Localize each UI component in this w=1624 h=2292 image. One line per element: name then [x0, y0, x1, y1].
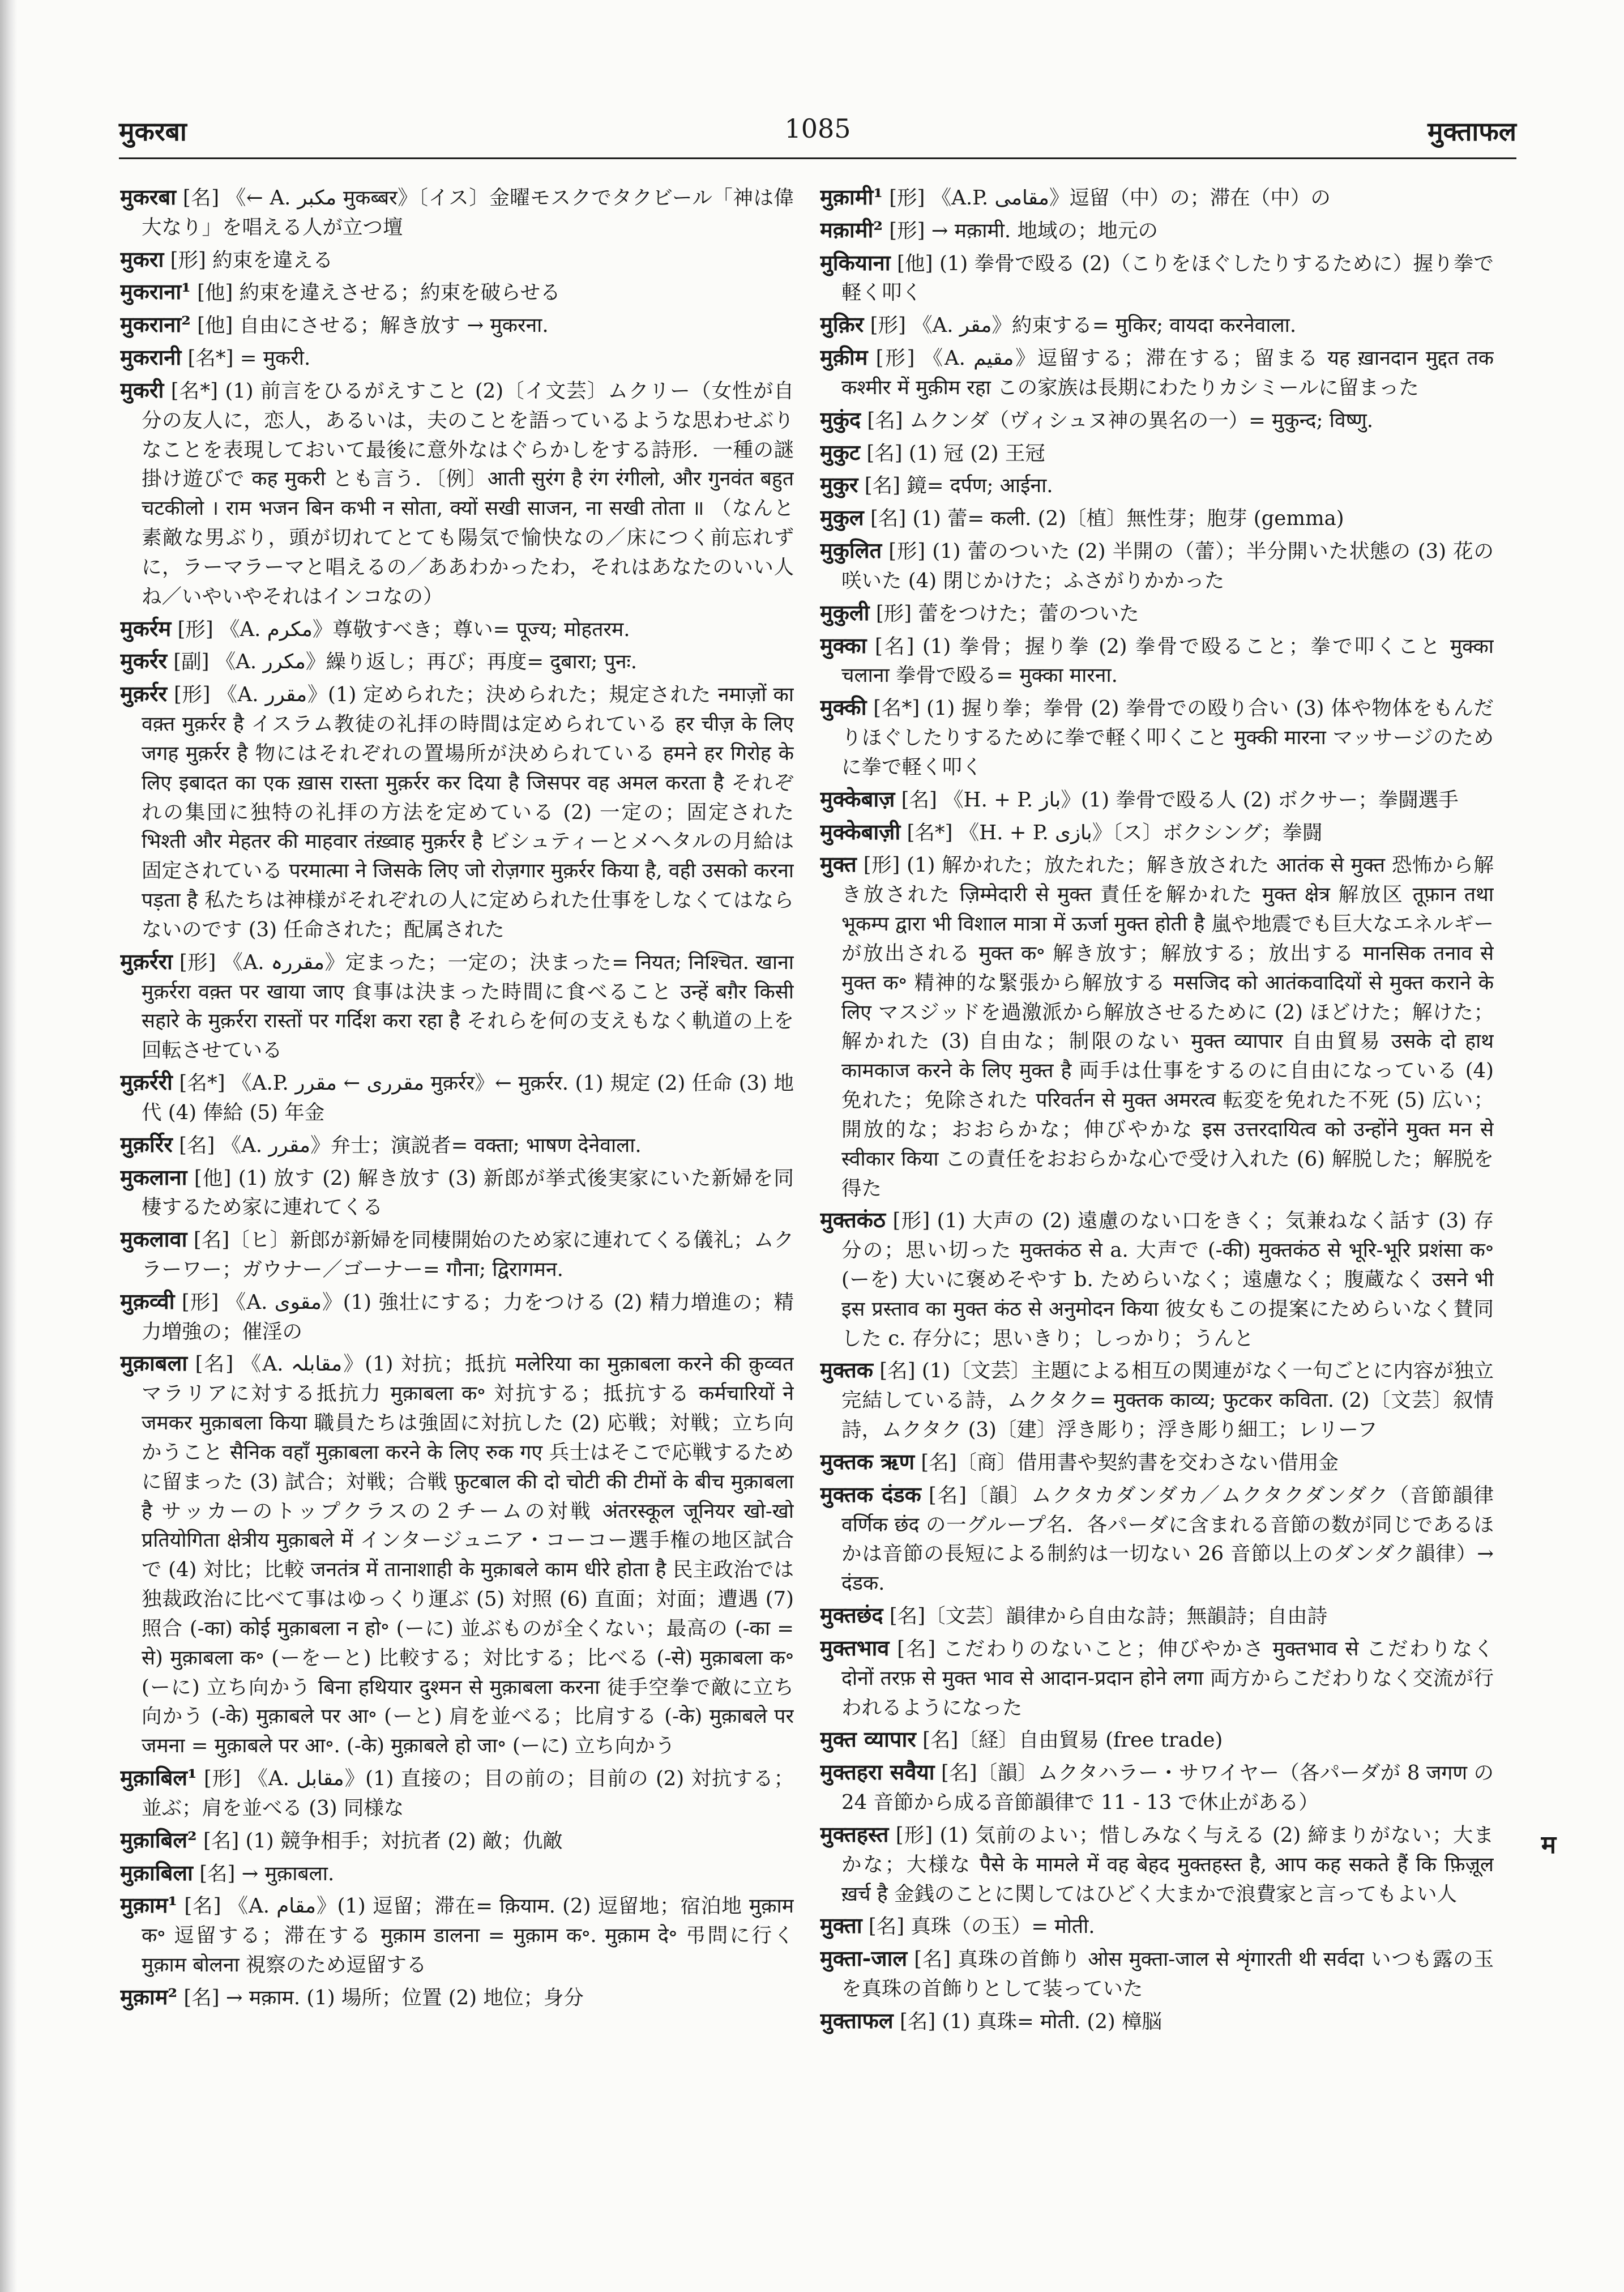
entry-definition: [名]〔経〕自由貿易 (free trade): [922, 1728, 1223, 1752]
entry-definition: [形] 《A. مقرر》(1) 定められた；決められた；規定された नमाज़ों का वक़्त मुक़र्रर है イスラム教徒の礼拝の時間は定められている हर चीज़ के लिए जगह मुक़र्रर है 物にはそれぞれの置場所が決められている हमने हर गिरोह के लिए इबादत का एक ख़ास रास्ता मुक़र्रर कर दिया है जिसपर वह अमल करता है それぞれの集団に独特の礼拝の方法を定めている (2) 一定の；固定された भिश्ती और मेहतर की माहवार तंख़्वाह मुक़र्रर है ビシュティーとメヘタルの月給は固定されている परमात्मा ने जिसके लिए जो रोज़गार मुक़र्रर किया है, वही उसको करना पड़ता है 私たちは神様がそれぞれの人に定められた仕事をしなくてはならないのです (3) 任命された；配属された: [142, 683, 794, 941]
entry-definition: [形] 《A. مقر》約束する= मुकिर; वायदा करनेवाला.: [870, 314, 1297, 338]
entry-definition: [形] (1) 大声の (2) 遠慮のない口をきく；気兼ねなく話す (3) 存分の；思い切った मुक्तकंठ से a. 大声で (-की) मुक्तकंठ से भूरि-भूरि प्रशंसा क॰ (ーを) 大いに褒めそやす b. ためらいなく；遠慮なく；腹蔵なく उसने भी इस प्रस्ताव का मुक्त कंठ से अनुमोदन किया 彼女もこの提案にためらいなく賛同した c. 存分に；思いきり；しっかり；うんと: [841, 1209, 1494, 1350]
dictionary-entry: [820, 2005, 1494, 2037]
entry-headword: मुक़ाबिल¹: [120, 1765, 197, 1791]
dictionary-entry: [120, 276, 794, 308]
entry-headword: मुक़ाबला: [120, 1350, 188, 1376]
entry-headword: मुक्केबाज़: [820, 786, 895, 812]
entry-headword: मुक्ता-जाल: [820, 1945, 908, 1971]
dictionary-entry: [120, 1889, 794, 1979]
entry-headword: मुक़र्ररा: [120, 948, 173, 974]
entry-headword: मुकर्रर: [120, 648, 167, 674]
entry-definition: [形] 《A. مقیم》逗留する；滞在する；留まる यह ख़ानदान मुद्दत तक कश्मीर में मुक़ीम रहा この家族は長期にわたりカシミールに留まった: [841, 347, 1494, 399]
dictionary-entry: [820, 181, 1494, 213]
thumb-index-letter: म: [1541, 1830, 1556, 1859]
entry-definition: [形] (1) 気前のよい；惜しみなく与える (2) 締まりがない；大まかな；大様な पैसे के मामले में वह बेहद मुक्तहस्त है, आप कह सकते हैं कि फ़िज़ूल ख़र्च है 金銭のことに関してはひどく大まかで浪費家と言ってもよい人: [841, 1823, 1494, 1906]
dictionary-entry: [820, 816, 1494, 848]
entry-definition: [名] 《A. مقام》(1) 逗留；滞在= क़ियाम. (2) 逗留地；宿泊地 मुक़ाम क॰ 逗留する；滞在する मुक़ाम डालना = मुक़ाम क॰. मुक़ाम दे॰ 弔問に行く मुक़ाम बोलना 視察のため逗留する: [142, 1894, 794, 1977]
dictionary-entry: [820, 502, 1494, 533]
dictionary-entry: [120, 613, 794, 645]
guide-word-left: मुकरबा: [119, 116, 187, 147]
dictionary-entry: [120, 309, 794, 340]
entry-headword: मुक्तक दंडक: [820, 1481, 921, 1507]
dictionary-entry: [820, 783, 1494, 815]
entry-definition: [形] (1) 蕾のついた (2) 半開の（蕾）；半分開いた状態の (3) 花の咲いた (4) 閉じかけた；ふさがりかかった: [841, 540, 1494, 592]
entry-headword: मुकुलित: [820, 537, 882, 564]
dictionary-entry: [120, 645, 794, 677]
dictionary-entry: [120, 1347, 794, 1761]
entry-definition: [名*] (1) 前言をひるがえすこと (2)〔イ文芸〕ムクリー（女性が自分の友人に，恋人，あるいは，夫のことを語っているような思わせぶりなことを表現しておいて最後に意外なはぐらかしをする詩形．一種の謎掛け遊びで कह मुकरी とも言う．〔例〕आती सुरंग है रंग रंगीलो, और गुनवंत बहुत चटकीलो । राम भजन बिन कभी न सोता, क्यों सखी साजन, ना सखी तोता ॥ （なんと素敵な男ぶり，頭が切れてとても陽気で愉快なの／床につく前忘れずに，ラーマラーマと唱えるの／ああわかったわ，それはあなたのいい人ね／いやいやそれはインコなの）: [142, 379, 794, 608]
dictionary-entry: [120, 244, 794, 275]
dictionary-entry: [820, 630, 1494, 691]
entry-definition: [他] (1) 放す (2) 解き放す (3) 新郎が挙式後実家にいた新婦を同棲するため家に連れてくる: [142, 1166, 794, 1219]
entry-definition: [名] 鏡= दर्पण; आईना.: [864, 474, 1053, 498]
entry-headword: मुक़ाम¹: [120, 1892, 178, 1918]
dictionary-entry: [120, 1762, 794, 1823]
entry-headword: मुकुली: [820, 599, 870, 625]
right-column: [820, 181, 1494, 2231]
entry-definition: [名] 真珠の首飾り ओस मुक्ता-जाल से शृंगारती थी सर्वदा いつも露の玉を真珠の首飾りとして装っていた: [841, 1948, 1494, 2001]
entry-definition: [名]〔商〕借用書や契約書を交わさない借用金: [921, 1450, 1339, 1474]
entry-headword: मुकराना²: [120, 311, 191, 338]
dictionary-entry: [820, 1943, 1494, 2004]
dictionary-entry: [820, 214, 1494, 246]
entry-headword: मुक्त व्यापार: [820, 1726, 916, 1752]
entry-headword: मुक्ताफल: [820, 2007, 894, 2033]
dictionary-entry: [120, 1223, 794, 1284]
entry-definition: [形] (1) 解かれた；放たれた；解き放された आतंक से मुक्त 恐怖から解き放された ज़िम्मेदारी से मुक्त 責任を解かれた मुक्त क्षेत्र 解放区 तूफ़ान तथा भूकम्प द्वारा भी विशाल मात्रा में ऊर्जा मुक्त होती है 嵐や地震でも巨大なエネルギーが放出される मुक्त क॰ 解き放す；解放する；放出する मानसिक तनाव से मुक्त क॰ 精神的な緊張から解放する मसजिद को आतंकवादियों से मुक्त कराने के लिए マスジッドを過激派から解放させるために (2) ほどけた；解けた；解かれた (3) 自由な；制限のない मुक्त व्यापार 自由貿易 उसके दो हाथ कामकाज करने के लिए मुक्त है 両手は仕事をするのに自由になっている (4) 免れた；免除された परिवर्तन से मुक्त अमरत्व 転変を免れた不死 (5) 広い；開放的な；おおらかな；伸びやかな इस उत्तरदायित्व को उन्होंने मुक्त मन से स्वीकार किया この責任をおおらかな心で受け入れた (6) 解脱した；解脱を得た: [841, 853, 1494, 1200]
entry-definition: [名] (1)〔文芸〕主題による相互の関連がなく一句ごとに内容が独立完結している詩，ムクタク= मुक्तक काव्य; फुटकर कविता. (2)〔文芸〕叙情詩，ムクタク (3)〔建〕浮き彫り；浮き彫り細工；レリーフ: [841, 1359, 1494, 1442]
entry-definition: [名] 《← A. مکبر मुकब्बर》〔イス〕金曜モスクでタクビール「神は偉大なり」を唱える人が立つ壇: [142, 186, 794, 239]
entry-headword: मुक़ाबिला: [120, 1859, 193, 1885]
entry-definition: [形] 《A. مکرم》尊敬すべき；尊い= पूज्य; मोहतरम.: [177, 617, 630, 641]
entry-headword: मुक़ाम²: [120, 1983, 178, 2009]
entry-definition: [名] 真珠（の玉）= मोती.: [868, 1915, 1095, 1939]
entry-headword: मुक़व्वी: [120, 1288, 175, 1314]
dictionary-entry: [120, 1981, 794, 2013]
entry-headword: मुकुल: [820, 505, 864, 531]
dictionary-entry: [120, 678, 794, 944]
dictionary-entry: [120, 1162, 794, 1223]
dictionary-entry: [120, 1824, 794, 1856]
entry-headword: मुकलाना: [120, 1164, 187, 1190]
entry-definition: [形] 《A. مقررہ》定まった；一定の；決まった= नियत; निश्चित. खाना मुक़र्ररा वक़्त पर खाया जाए 食事は決まった時間に食べること उन्हें बग़ैर किसी सहारे के मुक़र्ररा रास्तों पर गर्दिश करा रहा है それらを何の支えもなく軌道の上を回転させている: [142, 950, 794, 1062]
entry-definition: [他] 自由にさせる；解き放す → मुकरना.: [197, 314, 549, 338]
entry-headword: मुकियाना: [820, 249, 891, 275]
dictionary-entry: [820, 1632, 1494, 1722]
entry-definition: [名] → मक़ाम. (1) 場所；位置 (2) 地位；身分: [183, 1986, 584, 2009]
entry-headword: मुक्केबाज़ी: [820, 818, 901, 844]
entry-definition: [名] 《A. مقابلہ》(1) 対抗；抵抗 मलेरिया का मुक़ाबला करने की क़ुव्वत マラリアに対する抵抗力 मुक़ाबला क॰ 対抗する；抵抗する कर्मचारियों ने जमकर मुक़ाबला किया 職員たちは強固に対抗した (2) 応戦；対戦；立ち向かうこと सैनिक वहाँ मुक़ाबला करने के लिए रुक गए 兵士はそこで応戦するために留まった (3) 試合；対戦；合戦 फ़ुटबाल की दो चोटी की टीमों के बीच मुक़ाबला है サッカーのトップクラスの２チームの対戦 अंतरस्कूल जूनियर खो-खो प्रतियोगिता क्षेत्रीय मुक़ाबले में インタージュニア・コーコー選手権の地区試合で (4) 対比；比較 जनतंत्र में तानाशाही के मुक़ाबले काम धीरे होता है 民主政治では独裁政治に比べて事はゆっくり運ぶ (5) 対照 (6) 直面；対面；遭遇 (7) 照合 (-का) कोई मुक़ाबला न हो॰ (ーに) 並ぶものが全くない；最高の (-का = से) मुक़ाबला क॰ (ーをーと) 比較する；対比する；比べる (-से) मुक़ाबला क॰ (ーに) 立ち向かう बिना हथियार दुश्मन से मुक़ाबला करना 徒手空拳で敵に立ち向かう (-के) मुक़ाबले पर आ॰ (ーと) 肩を並べる；比肩する (-के) मुक़ाबले पर जमना = मुक़ाबले पर आ॰. (-के) मुक़ाबले हो जा॰ (ーに) 立ち向かう: [142, 1352, 794, 1758]
dictionary-entry: [820, 535, 1494, 596]
entry-headword: मुक्त: [820, 851, 857, 877]
dictionary-entry: [820, 1204, 1494, 1353]
entry-headword: मुक्तकंठ: [820, 1207, 886, 1233]
entry-headword: मुक्तभाव: [820, 1634, 890, 1661]
dictionary-entry: [820, 1479, 1494, 1598]
dictionary-entry: [820, 1446, 1494, 1478]
header-rule: [119, 157, 1516, 159]
entry-definition: [名] (1) 蕾= कली. (2)〔植〕無性芽；胞芽 (gemma): [870, 507, 1344, 531]
entry-headword: मुकरी: [120, 377, 164, 403]
entry-definition: [形] → मक़ामी. 地域の；地元の: [889, 219, 1158, 242]
dictionary-entry: [820, 1910, 1494, 1941]
entry-headword: मुक्ता: [820, 1913, 862, 1939]
dictionary-entry: [820, 309, 1494, 340]
entry-definition: [形] 蕾をつけた；蕾のついた: [875, 601, 1139, 625]
entry-headword: मुक्तक ऋण: [820, 1448, 915, 1474]
entry-headword: मुक़ीम: [820, 344, 868, 370]
page-header: [119, 113, 1516, 159]
dictionary-entry: [120, 181, 794, 242]
entry-definition: [形] 《A. مقابل》(1) 直接の；目の前の；目前の (2) 対抗する；並ぶ；肩を並べる (3) 同様な: [142, 1767, 794, 1820]
entry-definition: [名*] (1) 握り拳；拳骨 (2) 拳骨での殴り合い (3) 体や物体をもんだりほぐしたりするために拳で軽く叩くこと मुक्की मारना マッサージのために拳で軽く叩く: [841, 697, 1494, 779]
entry-headword: मुक़िर: [820, 311, 864, 338]
dictionary-entry: [820, 342, 1494, 403]
entry-headword: मुकरानी: [120, 344, 182, 370]
dictionary-entry: [120, 946, 794, 1065]
entry-headword: मुक्का: [820, 632, 867, 658]
dictionary-entry: [820, 437, 1494, 468]
entry-definition: [名]〔韻〕ムクタカダンダカ／ムクタクダンダク（音節韻律 वर्णिक छंद の一グループ名．各パーダに含まれる音節の数が同じであるほかは音節の長短による制約は一切ない 26 音節以上のダンダク韻律）→ दंडक.: [841, 1483, 1494, 1595]
entry-definition: [名] (1) 競争相手；対抗者 (2) 敵；仇敵: [203, 1829, 563, 1853]
dictionary-entry: [820, 404, 1494, 436]
entry-headword: मक़ामी²: [820, 216, 883, 242]
page-number: 1085: [784, 113, 851, 144]
dictionary-entry: [120, 374, 794, 612]
entry-headword: मुक़र्ररी: [120, 1069, 173, 1095]
entry-headword: मुकुर: [820, 472, 858, 498]
left-column: [120, 181, 794, 2231]
entry-definition: [名] (1) 冠 (2) 王冠: [866, 441, 1045, 465]
entry-headword: मुक्तक: [820, 1357, 873, 1383]
dictionary-entry: [820, 1599, 1494, 1631]
entry-definition: [名]〔ヒ〕新郎が新婦を同棲開始のため家に連れてくる儀礼；ムクラーワー；ガウナー／ゴーナー= गौना; द्विरागमन.: [142, 1228, 794, 1281]
entry-definition: [名] 《H. + P. باز》(1) 拳骨で殴る人 (2) ボクサー；拳闘選手: [901, 788, 1459, 812]
entry-definition: [名]〔韻〕ムクタハラー・サワイヤー（各パーダが 8 जगण の 24 音節から成る音節韻律で 11 - 13 で休止がある）: [841, 1761, 1494, 1815]
dictionary-entry: [820, 469, 1494, 501]
dictionary-entry: [120, 1857, 794, 1889]
entry-headword: मुक्तहरा सवैया: [820, 1759, 935, 1785]
scan-edge-shadow: [0, 0, 17, 2292]
entry-headword: मुकलावा: [120, 1226, 187, 1252]
entry-definition: [形] 《A.P. مقامی》逗留（中）の；滞在（中）の: [889, 186, 1331, 210]
entry-definition: [名] 《A. مقرر》弁士；演説者= वक्ता; भाषण देनेवाला.: [179, 1133, 642, 1157]
entry-headword: मुकुंद: [820, 406, 861, 432]
entry-definition: [他] 約束を違えさせる；約束を破らせる: [197, 281, 561, 305]
entry-headword: मुक़ाबिल²: [120, 1826, 197, 1853]
entry-headword: मुकराना¹: [120, 279, 191, 305]
entry-definition: [名] こだわりのないこと；伸びやかさ मुक्तभाव से こだわりなく दोनों तरफ़ से मुक्त भाव से आदान-प्रदान होने लगा 両方からこだわりなく交流が行われるようになった: [841, 1637, 1494, 1719]
entry-definition: [名] ムクンダ（ヴィシュヌ神の異名の一）= मुकुन्द; विष्णु.: [867, 408, 1374, 432]
entry-headword: मुकर्रम: [120, 615, 172, 641]
entry-definition: [形] 《A. مقوی》(1) 強壮にする；力をつける (2) 精力増進の；精力増強の；催淫の: [142, 1290, 794, 1343]
dictionary-entry: [820, 848, 1494, 1203]
dictionary-entry: [120, 1129, 794, 1160]
dictionary-entry: [120, 342, 794, 373]
entry-headword: मुकरबा: [120, 184, 176, 210]
entry-definition: [名*] 《H. + P. بازی》〔ス〕ボクシング；拳闘: [907, 821, 1323, 844]
entry-headword: मुक़ामी¹: [820, 184, 883, 210]
dictionary-entry: [820, 1723, 1494, 1755]
entry-headword: मुक़र्रर: [120, 681, 167, 707]
entry-headword: मुक्तछंद: [820, 1602, 883, 1628]
dictionary-entry: [120, 1286, 794, 1347]
entry-definition: [名] (1) 真珠= मोती. (2) 樟脳: [899, 2009, 1163, 2033]
entry-headword: मुक्की: [820, 694, 867, 720]
entry-headword: मुकुट: [820, 439, 861, 465]
entry-definition: [形] 約束を違える: [170, 248, 334, 272]
dictionary-entry: [820, 1819, 1494, 1909]
entry-definition: [名*] 《A.P. مقرری ← مقرر मुक़र्रर》← मुक़र्रर. (1) 規定 (2) 任命 (3) 地代 (4) 俸給 (5) 年金: [142, 1072, 794, 1124]
entry-headword: मुक्तहस्त: [820, 1821, 889, 1847]
entry-definition: [名*] = मुकरी.: [187, 347, 311, 370]
guide-word-right: मुक्ताफल: [1428, 116, 1516, 147]
dictionary-entry: [820, 692, 1494, 782]
dictionary-entry: [820, 597, 1494, 629]
entry-definition: [他] (1) 拳骨で殴る (2)（こりをほぐしたりするために）握り拳で軽く叩く: [841, 251, 1494, 305]
entry-definition: [名] (1) 拳骨；握り拳 (2) 拳骨で殴ること；拳で叩くこと मुक्का चलाना 拳骨で殴る= मुक्का मारना.: [841, 634, 1494, 688]
dictionary-entry: [120, 1066, 794, 1128]
entry-definition: [名] → मुक़ाबला.: [199, 1862, 335, 1885]
dictionary-entry: [820, 247, 1494, 308]
entry-headword: मुकरा: [120, 246, 164, 272]
entry-definition: [名]〔文芸〕韻律から自由な詩；無韻詩；自由詩: [889, 1604, 1328, 1628]
entry-definition: [副] 《A. مکرر》繰り返し；再び；再度= दुबारा; पुनः.: [173, 650, 637, 674]
entry-headword: मुक़र्रिर: [120, 1131, 173, 1157]
dictionary-entry: [820, 1354, 1494, 1444]
dictionary-entry: [820, 1756, 1494, 1817]
